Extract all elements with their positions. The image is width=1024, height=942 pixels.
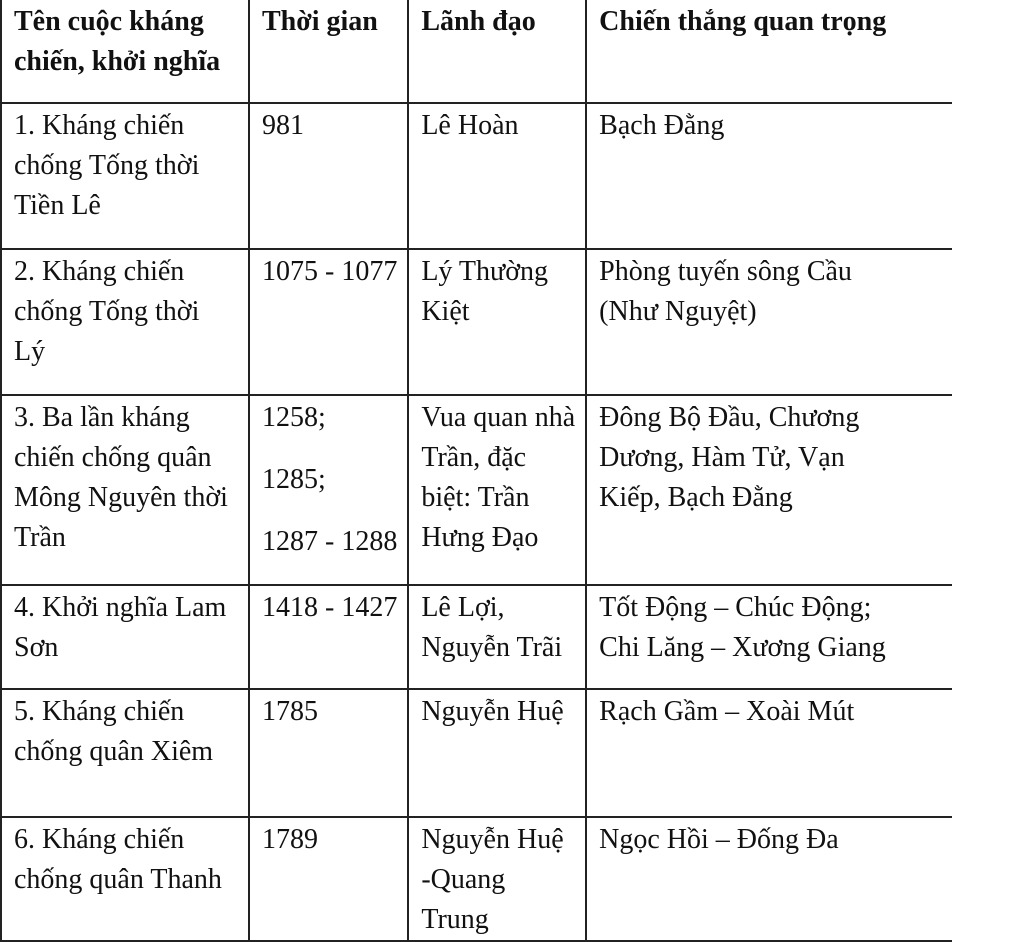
cell-victory <box>586 817 952 941</box>
cell-text: 1285; <box>262 464 326 495</box>
cell-text: Rạch Gầm – Xoài Mút <box>599 696 855 727</box>
cell-text: Lý Thường <box>421 256 549 287</box>
cell-victory <box>586 689 952 817</box>
table-row <box>1 249 952 395</box>
cell-leader <box>408 817 586 941</box>
cell-text: Ngọc Hồi – Đống Đa <box>599 824 839 855</box>
cell-text: Trần, đặc <box>421 442 527 473</box>
cell-text: Bạch Đằng <box>599 110 725 141</box>
cell-name <box>1 817 249 941</box>
table-body <box>1 103 952 941</box>
cell-leader <box>408 585 586 689</box>
cell-victory <box>586 585 952 689</box>
table-row <box>1 103 952 249</box>
cell-text: Chi Lăng – Xương Giang <box>599 632 886 663</box>
cell-text: 1. Kháng chiến <box>14 110 185 141</box>
header-victory <box>586 0 952 103</box>
cell-time <box>249 249 408 395</box>
cell-text: chiến chống quân <box>14 442 212 473</box>
table-row <box>1 689 952 817</box>
cell-text: Sơn <box>14 632 59 663</box>
header-leader-label: Lãnh đạo <box>421 6 536 37</box>
cell-leader <box>408 103 586 249</box>
cell-text: 1785 <box>262 696 318 727</box>
cell-text: Nguyễn Huệ <box>421 696 564 727</box>
header-leader <box>408 0 586 103</box>
cell-victory <box>586 395 952 585</box>
header-row <box>1 0 952 103</box>
cell-leader <box>408 689 586 817</box>
cell-text: 5. Kháng chiến <box>14 696 185 727</box>
cell-text: Trung <box>421 904 489 935</box>
cell-text: Vua quan nhà <box>421 402 576 433</box>
cell-text: 4. Khởi nghĩa Lam <box>14 592 227 623</box>
cell-text: Kiệt <box>421 296 470 327</box>
cell-name <box>1 103 249 249</box>
cell-text: chống Tống thời <box>14 296 200 327</box>
cell-time <box>249 103 408 249</box>
cell-time <box>249 689 408 817</box>
cell-text: 2. Kháng chiến <box>14 256 185 287</box>
cell-text: 1258; <box>262 402 326 433</box>
cell-text: 3. Ba lần kháng <box>14 402 190 433</box>
table-row <box>1 395 952 585</box>
cell-text: chống Tống thời <box>14 150 200 181</box>
cell-text: 6. Kháng chiến <box>14 824 185 855</box>
cell-text: 1418 - 1427 <box>262 592 398 623</box>
cell-text: Hưng Đạo <box>421 522 539 553</box>
cell-text: Tốt Động – Chúc Động; <box>599 592 872 623</box>
cell-name <box>1 585 249 689</box>
table-row <box>1 585 952 689</box>
cell-text: chống quân Xiêm <box>14 736 214 767</box>
header-time <box>249 0 408 103</box>
cell-text: Dương, Hàm Tử, Vạn <box>599 442 845 473</box>
header-name-line: chiến, khởi nghĩa <box>14 46 221 77</box>
cell-text: biệt: Trần <box>421 482 530 513</box>
table-row <box>1 817 952 941</box>
header-name <box>1 0 249 103</box>
cell-text: Đông Bộ Đầu, Chương <box>599 402 860 433</box>
cell-text: 1075 - 1077 <box>262 256 398 287</box>
cell-victory <box>586 249 952 395</box>
cell-name <box>1 689 249 817</box>
cell-leader <box>408 395 586 585</box>
cell-text: Lý <box>14 336 46 367</box>
cell-text: Trần <box>14 522 66 553</box>
cell-text: Lê Lợi, <box>421 592 505 623</box>
cell-text: 1789 <box>262 824 318 855</box>
header-time-label: Thời gian <box>262 6 378 37</box>
cell-name <box>1 249 249 395</box>
header-name-line: Tên cuộc kháng <box>14 6 204 37</box>
cell-text: Nguyễn Trãi <box>421 632 563 663</box>
cell-text: Lê Hoàn <box>421 110 519 141</box>
cell-text: Nguyễn Huệ <box>421 824 564 855</box>
cell-text: chống quân Thanh <box>14 864 222 895</box>
cell-text: Kiếp, Bạch Đằng <box>599 482 793 513</box>
cell-victory <box>586 103 952 249</box>
header-victory-label: Chiến thắng quan trọng <box>599 6 887 37</box>
cell-time <box>249 585 408 689</box>
cell-time <box>249 817 408 941</box>
cell-text: Tiền Lê <box>14 190 101 221</box>
cell-text: -Quang <box>421 864 506 895</box>
cell-name <box>1 395 249 585</box>
cell-text: 981 <box>262 110 304 141</box>
cell-text: Phòng tuyến sông Cầu <box>599 256 852 287</box>
cell-text: Mông Nguyên thời <box>14 482 228 513</box>
cell-text: 1287 - 1288 <box>262 526 398 557</box>
cell-leader <box>408 249 586 395</box>
cell-text: (Như Nguyệt) <box>599 296 757 327</box>
table-header <box>1 0 952 103</box>
cell-time <box>249 395 408 585</box>
